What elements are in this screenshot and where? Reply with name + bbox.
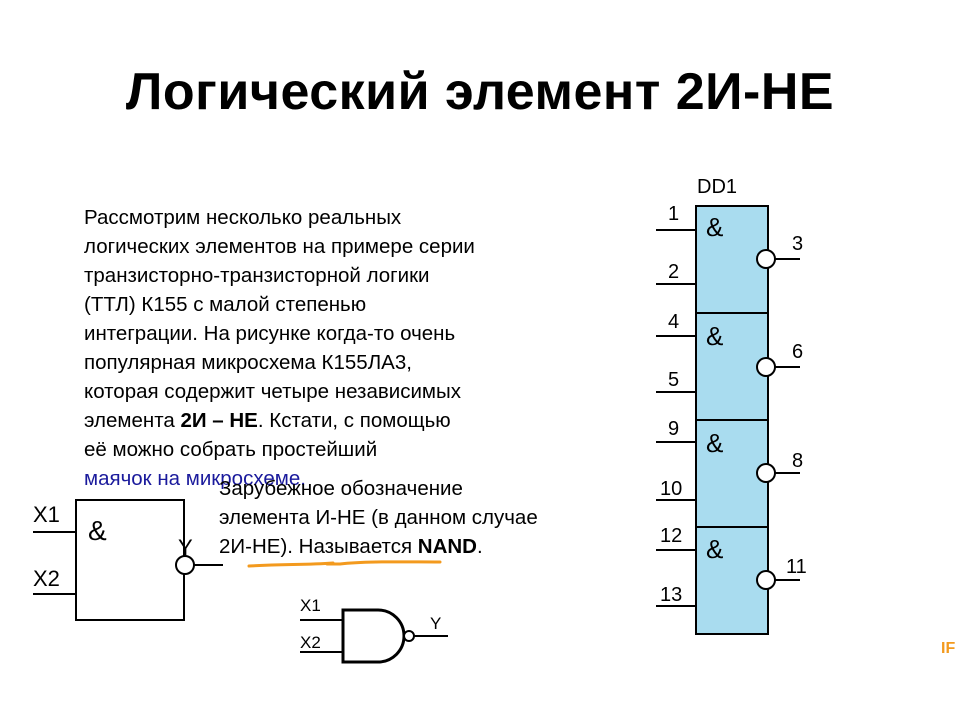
paragraph-line xyxy=(84,406,554,435)
and-symbol: & xyxy=(706,534,724,564)
nand-output-y-label: Y xyxy=(430,614,442,633)
pin-label: 13 xyxy=(660,584,683,606)
pin-label: 6 xyxy=(792,341,804,363)
pin-label: 1 xyxy=(668,203,680,225)
pin-label: 11 xyxy=(786,556,807,578)
nand-caption xyxy=(219,474,609,561)
paragraph-line: популярная микросхема К155ЛА3, xyxy=(84,351,412,374)
beacon-link[interactable]: маячок на микросхеме. xyxy=(84,467,306,490)
paragraph-line: интеграции. На рисунке когда-то очень xyxy=(84,322,456,345)
and-symbol: & xyxy=(706,212,724,242)
caption-text: 2И-НЕ). Называется xyxy=(219,535,418,558)
nand-input-x1-label: X1 xyxy=(300,596,321,615)
gost-nand-gate xyxy=(28,490,228,635)
and-symbol: & xyxy=(706,428,724,458)
caption-line xyxy=(219,532,609,561)
gate-output-y-label: Y xyxy=(178,535,193,560)
inversion-bubble xyxy=(757,464,775,482)
pin-label: 12 xyxy=(660,525,683,547)
caption-line: элемента И-НЕ (в данном случае xyxy=(219,506,538,529)
paragraph-line: Рассмотрим несколько реальных xyxy=(84,206,402,229)
paragraph-line: её можно собрать простейший xyxy=(84,438,378,461)
pin-label: 10 xyxy=(660,478,683,500)
chip-designator: DD1 xyxy=(697,176,738,198)
caption-line: Зарубежное обозначение xyxy=(219,477,463,500)
paragraph-line: транзисторно-транзисторной логики xyxy=(84,264,430,287)
pin-label: 9 xyxy=(668,418,680,440)
pin-label: 4 xyxy=(668,311,680,333)
edge-mark: IF xyxy=(941,640,956,657)
slide-title: Логический элемент 2И-НЕ xyxy=(125,63,835,121)
inversion-bubble xyxy=(757,571,775,589)
paragraph-line: которая содержит четыре независимых xyxy=(84,380,461,403)
paragraph-text: элемента xyxy=(84,409,181,432)
orange-underline xyxy=(245,558,445,572)
inversion-bubble xyxy=(757,358,775,376)
caption-text: . xyxy=(476,535,483,558)
inversion-bubble xyxy=(757,250,775,268)
and-symbol: & xyxy=(706,321,724,351)
pin-label: 8 xyxy=(792,450,804,472)
gate-input-x2-label: X2 xyxy=(33,566,60,591)
pin-label: 2 xyxy=(668,261,680,283)
gate-input-x1-label: X1 xyxy=(33,502,60,527)
pin-label: 3 xyxy=(792,233,804,255)
nand-body xyxy=(343,610,404,662)
inversion-bubble xyxy=(404,631,414,641)
paragraph-text: . Кстати, с помощью xyxy=(257,409,451,432)
paragraph-line: логических элементов на примере серии xyxy=(84,235,475,258)
pin-label: 5 xyxy=(668,369,680,391)
nand-input-x2-label: X2 xyxy=(300,633,321,652)
ansi-nand-gate xyxy=(298,590,458,670)
paragraph-bold-term: 2И – НЕ xyxy=(180,409,258,432)
caption-bold-term: NAND xyxy=(417,535,477,558)
and-symbol: & xyxy=(88,515,107,546)
paragraph-line: (ТТЛ) К155 с малой степенью xyxy=(84,293,367,316)
k155la3-chip-diagram xyxy=(650,170,830,645)
